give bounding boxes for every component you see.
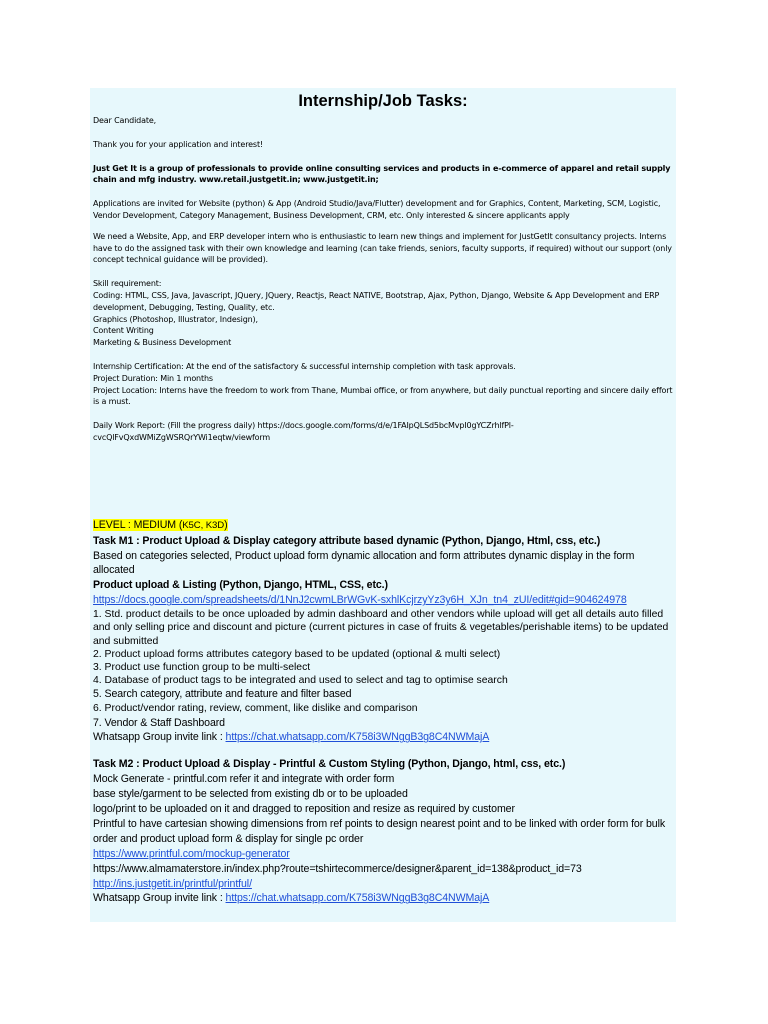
task-m2-section <box>93 757 673 906</box>
whatsapp-link[interactable]: https://chat.whatsapp.com/K758i3WNggB3g8C4NWMajA <box>225 731 490 744</box>
skills-heading: Skill requirement: <box>93 279 162 289</box>
almamater-url: https://www.almamaterstore.in/index.php?route=tshirtecommerce/designer&parent_id=138&product_id=73 <box>93 862 582 875</box>
task-m2-heading: Task M2 : Product Upload & Display - Printful & Custom Styling (Python, Django, html, css, etc.) <box>93 758 566 771</box>
task-m2-line: Printful to have cartesian showing dimensions from ref points to design nearest point and to be linked with order form for bulk order and product upload form & display for single pc order <box>93 817 666 845</box>
whatsapp-label: Whatsapp Group invite link : <box>93 731 226 744</box>
task-m1-description: Based on categories selected, Product upload form dynamic allocation and form attributes dynamic display in the form allocated <box>93 549 635 577</box>
task-m1-subheading: Product upload & Listing (Python, Django, HTML, CSS, etc.) <box>93 579 388 592</box>
list-item: 5. Search category, attribute and feature and filter based <box>93 688 352 701</box>
justgetit-printful-link[interactable]: http://ins.justgetit.in/printful/printful/ <box>93 877 252 890</box>
skills-content: Content Writing <box>93 326 154 336</box>
daily-report-text: Daily Work Report: (Fill the progress daily) https://docs.google.com/forms/d/e/1FAIpQLSd5bcMvpI0gYCZrhlfPl-cvcQlFvQxdWMiZgWSRQrYWi1eqtw/viewform <box>93 421 514 442</box>
task-m2-line: Mock Generate - printful.com refer it and integrate with order form <box>93 773 395 786</box>
list-item: 7. Vendor & Staff Dashboard <box>93 716 225 729</box>
list-item: 4. Database of product tags to be integrated and used to select and tag to optimise search <box>93 675 508 687</box>
skills-coding: Coding: HTML, CSS, Java, Javascript, JQuery, JQuery, Reactjs, React NATIVE, Bootstrap, Ajax, Python, Django, Website & App Development and ERP development, Debugging, Testing, Quality, etc. <box>93 290 660 312</box>
list-item: 6. Product/vendor rating, review, comment, like dislike and comparison <box>93 703 418 715</box>
salutation: Dear Candidate, <box>93 116 157 125</box>
about-text: Just Get It is a group of professionals to provide online consulting services and products in e-commerce of apparel and retail supply chain and mfg industry. www.retail.justgetit.in; www.justgetit.in; <box>93 163 671 185</box>
task-m1-sheet-link[interactable]: https://docs.google.com/spreadsheets/d/1NnJ2cwmLBrWGvK-sxhlKcjrzyYz3y6H_XJn_tn4_zUI/edit#gid=904624978 <box>93 594 627 607</box>
applications-text: Applications are invited for Website (python) & App (Android Studio/Java/Flutter) development and for Graphics, Content, Marketing, SCM, Logistic, Vendor Development, Category Management, Business Development, CRM, etc. Only interested & sincere applicants apply <box>93 199 661 220</box>
document-page <box>90 88 676 922</box>
level-close: ) <box>224 518 228 531</box>
whatsapp-link[interactable]: https://chat.whatsapp.com/K758i3WNggB3g8C4NWMajA <box>225 892 490 905</box>
level-label: LEVEL : MEDIUM ( <box>93 518 183 531</box>
list-item: 2. Product upload forms attributes category based to be updated (optional & multi select) <box>93 648 501 660</box>
level-codes: K5C, K3D <box>182 519 225 531</box>
task-m2-whatsapp <box>93 891 673 906</box>
duration-text: Project Duration: Min 1 months <box>93 373 213 383</box>
list-item: 3. Product use function group to be multi-select <box>93 661 311 673</box>
page-title: Internship/Job Tasks: <box>298 92 468 110</box>
intro-section <box>93 115 673 444</box>
task-m2-line: base style/garment to be selected from existing db or to be uploaded <box>93 788 408 801</box>
printful-mockup-link[interactable]: https://www.printful.com/mockup-generator <box>93 847 290 860</box>
thanks-text: Thank you for your application and interest! <box>93 139 263 149</box>
whatsapp-label: Whatsapp Group invite link : <box>93 892 226 905</box>
skills-marketing: Marketing & Business Development <box>93 338 232 348</box>
location-text: Project Location: Interns have the freedom to work from Thane, Mumbai office, or from anywhere, but daily punctual reporting and sincere daily effort is a must. <box>93 385 673 407</box>
task-m1-section <box>93 518 673 608</box>
level-badge <box>93 519 228 531</box>
task-m1-heading: Task M1 : Product Upload & Display category attribute based dynamic (Python, Django, Html, css, etc.) <box>93 534 601 547</box>
task-m1-items <box>93 608 673 687</box>
need-text: We need a Website, App, and ERP developer intern who is enthusiastic to learn new things and implement for JustGetIt consultancy projects. Interns have to do the assigned task with their own knowledge and learning (can take friends, seniors, faculty supports, if required) without our support (only concept technical guidance will be provided). <box>93 231 672 265</box>
list-item: 1. Std. product details to be once uploaded by admin dashboard and other vendors while upload will get all details auto filled and only selling price and discount and picture (current pictures in case of fruits & vegetables/perishable items) to be updated and submitted <box>93 609 669 647</box>
task-m1-whatsapp <box>93 730 673 745</box>
task-m2-line: logo/print to be uploaded on it and dragged to reposition and resize as required by customer <box>93 803 515 816</box>
skills-graphics: Graphics (Photoshop, Illustrator, Indesign), <box>93 314 258 324</box>
certification-text: Internship Certification: At the end of the satisfactory & successful internship completion with task approvals. <box>93 361 516 371</box>
